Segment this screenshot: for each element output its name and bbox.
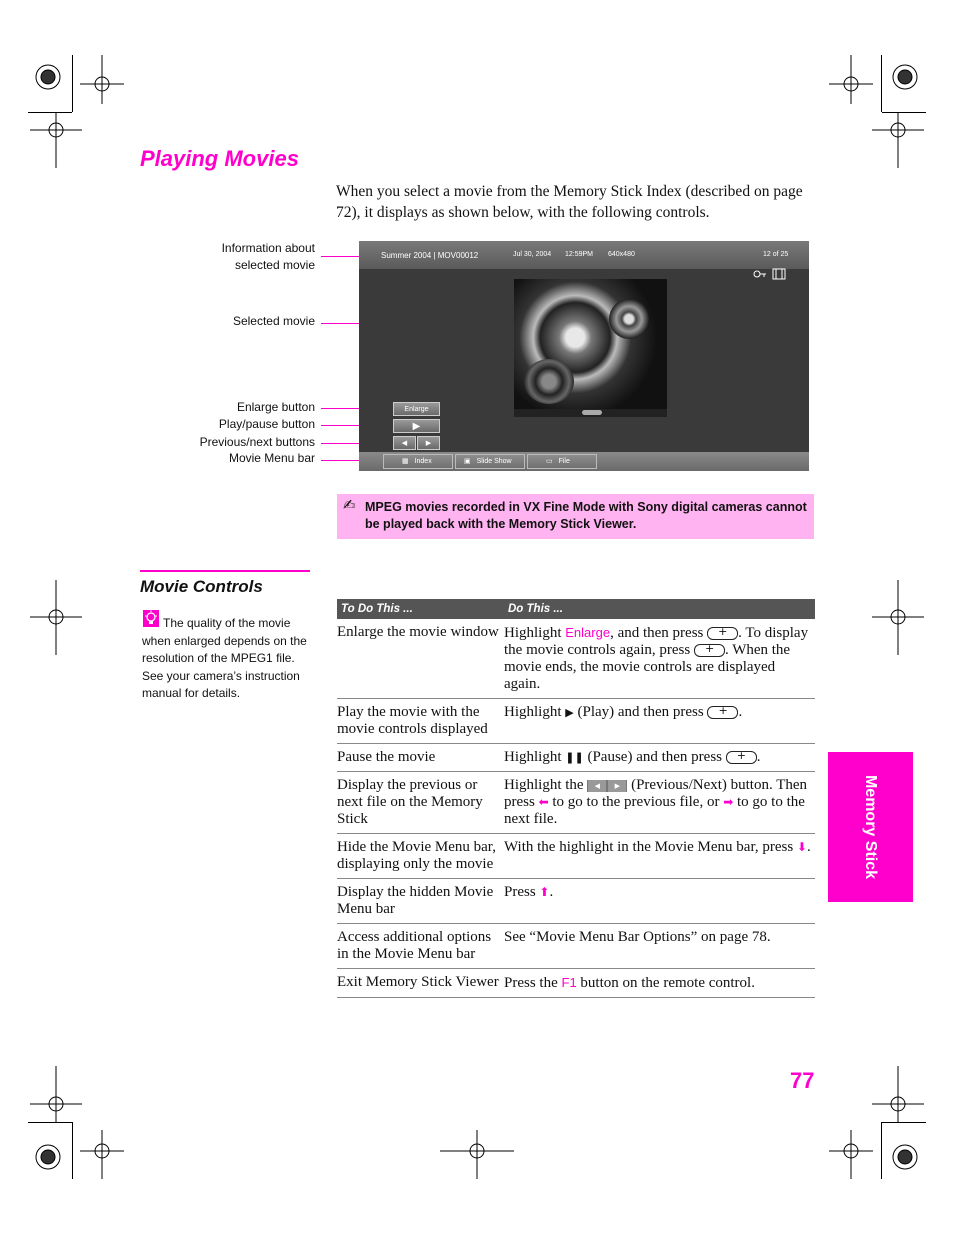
table-row [337,879,815,924]
row-action: Display the previous or next file on the Memory Stick [337,772,504,834]
menu-file-label: File [558,458,570,465]
page-number: 77 [790,1068,815,1093]
info-date: Jul 30, 2004 [513,251,552,258]
text: Press [504,884,540,900]
callout-play: Play/pause button [218,417,315,431]
info-time: 12:59PM [565,251,594,258]
table-row [337,699,815,744]
menu-file-button[interactable] [527,454,597,469]
row-instruction [504,772,815,834]
row-action: Play the movie with the movie controls displayed [337,699,504,744]
text: Highlight [504,704,566,720]
menu-index-label: Index [414,458,432,465]
selected-movie-frame[interactable] [514,279,667,409]
intro-paragraph: When you select a movie from the Memory Stick Index (described on page 72), it displays as shown below, with the following controls. [336,183,803,221]
row-action: Access additional options in the Movie Menu bar [337,924,504,969]
text: button on the remote control. [576,975,755,991]
table-row [337,772,815,834]
section-rule [140,570,310,572]
callout-prevnext: Previous/next buttons [199,435,315,449]
side-tab-label: Memory Stick [862,774,879,880]
row-instruction [504,879,815,924]
movie-info-bar [359,241,809,269]
prev-next-buttons-icon: ◀ ▶ [587,780,627,792]
enlarge-highlight: Enlarge [565,625,611,640]
enlarge-button[interactable]: Enlarge [393,402,440,416]
memory-stick-viewer-screen [359,241,809,471]
callout-info [222,240,315,274]
grid-icon: ▦ [402,458,409,465]
text: . [549,884,554,900]
tip-text: The quality of the movie when enlarged depends on the resolution of the MPEG1 file. See your camera’s instruction manual for details. [142,616,307,700]
up-arrow-icon: ⬆ [539,885,550,899]
callout-info-line1: Information about [221,241,315,255]
joystick-button-icon [694,644,725,657]
table-header-row [337,599,815,619]
row-instruction: See “Movie Menu Bar Options” on page 78. [504,924,815,969]
next-button[interactable]: ▶ [417,436,440,450]
row-action: Exit Memory Stick Viewer [337,969,504,998]
info-title: Summer 2004 | MOV00012 [381,251,479,260]
text: to go to the next file. [504,794,805,827]
text: Highlight [504,625,566,641]
section-title: Movie Controls [140,577,263,596]
text: Press the [504,975,562,991]
row-action: Display the hidden Movie Menu bar [337,879,504,924]
table-row [337,744,815,772]
row-instruction [504,744,815,772]
info-count: 12 of 25 [763,251,789,258]
row-instruction [504,969,815,998]
movie-film-icon [773,269,785,279]
row-instruction [504,834,815,879]
callout-info-line2: selected movie [234,258,315,272]
menu-slideshow-button[interactable] [455,454,525,469]
callout-enlarge: Enlarge button [236,400,315,414]
callout-menubar: Movie Menu bar [228,451,315,465]
progress-knob[interactable] [582,410,602,415]
pause-icon: ❚❚ [565,751,584,764]
text: (Play) and then press [573,704,708,720]
movie-progress-bar[interactable] [514,409,667,417]
text: . When the movie ends, the movie controls are displayed again. [504,642,791,692]
row-action: Pause the movie [337,744,504,772]
text: (Pause) and then press [583,749,726,765]
down-arrow-icon: ⬇ [796,840,807,854]
movie-controls-table [337,599,815,998]
text: . To display the movie controls again, press [504,625,809,658]
key-film-icons [753,268,789,280]
text: , and then press [610,625,708,641]
text: With the highlight in the Movie Menu bar, press [504,839,797,855]
table-row [337,834,815,879]
info-size: 640x480 [608,251,635,258]
table-row [337,924,815,969]
header-to-do: To Do This ... [337,599,504,619]
note-text: MPEG movies recorded in VX Fine Mode with Sony digital cameras cannot be played back with the Memory Stick Viewer. [365,500,807,531]
left-arrow-icon: ⬅ [538,795,549,809]
f1-highlight: F1 [561,975,577,990]
previous-button[interactable]: ◀ [393,436,416,450]
text: (Previous/Next) button. Then press [504,777,808,810]
slideshow-icon: ▣ [464,458,471,465]
text: . [756,749,761,765]
memory-stick-side-tab [828,752,913,902]
movie-menu-bar [359,452,809,471]
text: Highlight [504,749,566,765]
play-icon: ▶ [565,706,574,719]
protect-key-icon [754,271,766,277]
menu-slideshow-label: Slide Show [476,458,512,465]
header-do-this: Do This ... [504,599,815,619]
text: . [738,704,743,720]
joystick-button-icon [707,627,738,640]
note-box [337,494,814,539]
page-title: Playing Movies [140,146,299,171]
text: . [806,839,811,855]
pencil-icon: ✍ [343,496,356,514]
row-action: Hide the Movie Menu bar, displaying only the movie [337,834,504,879]
row-action: Enlarge the movie window [337,619,504,699]
text: to go to the previous file, or [548,794,724,810]
menu-index-button[interactable] [383,454,453,469]
file-icon: ▭ [546,458,553,465]
table-row [337,969,815,998]
joystick-button-icon [726,751,757,764]
table-row [337,619,815,699]
joystick-button-icon [707,706,738,719]
row-instruction [504,619,815,699]
play-pause-button[interactable]: ▶ [393,419,440,433]
right-arrow-icon: ➡ [723,795,734,809]
row-instruction [504,699,815,744]
callout-selected: Selected movie [232,314,315,328]
text: Highlight the [504,777,588,793]
